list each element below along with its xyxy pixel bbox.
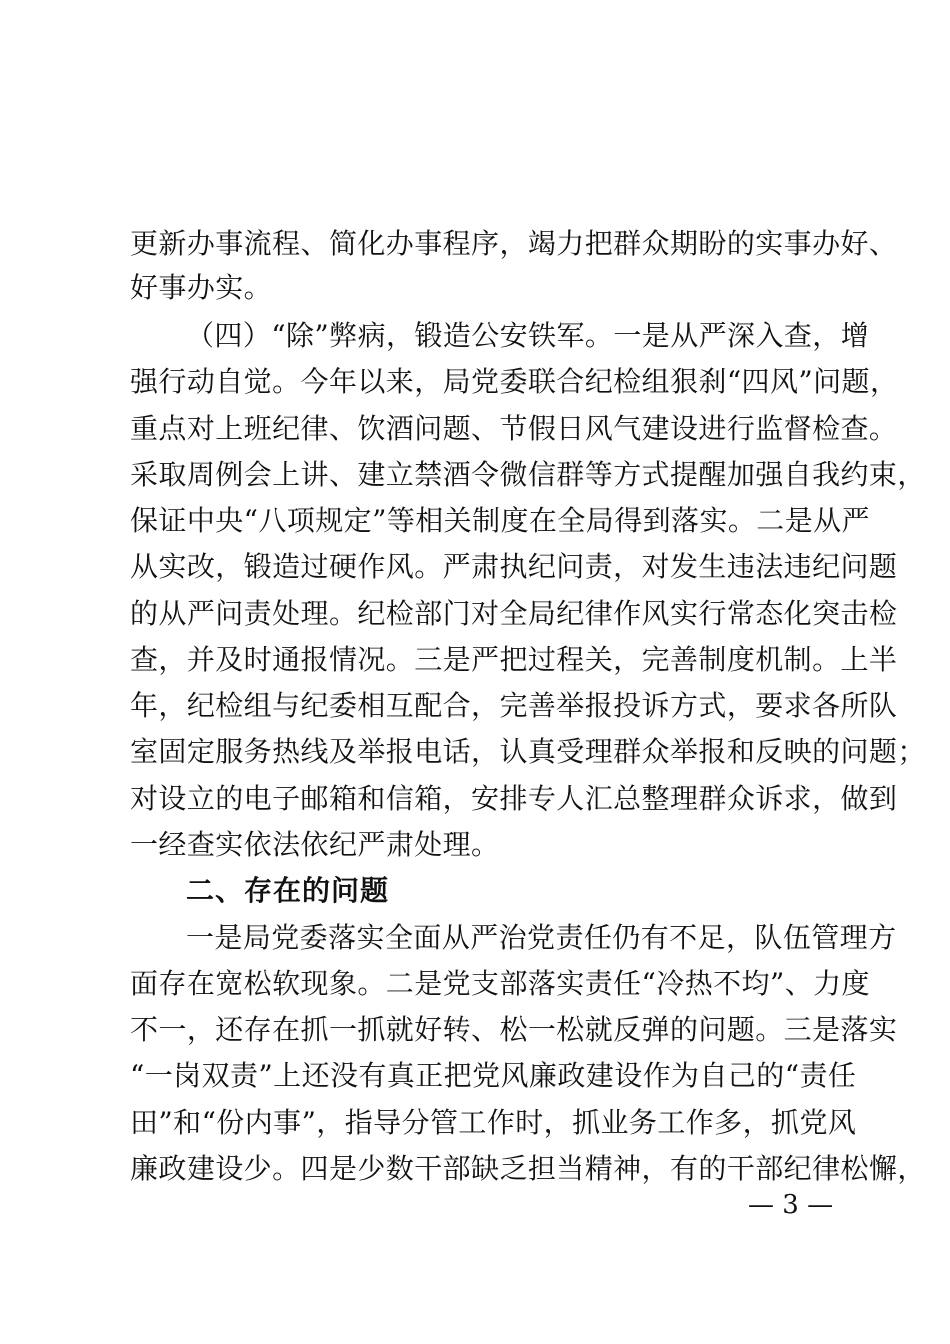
page-number: — 3 —: [748, 1190, 834, 1220]
line-text: 的从严问责处理。纪检部门对全局纪律作风实行常态化突击检: [130, 597, 898, 630]
line-text: 保证中央“八项规定”等相关制度在全局得到落实。二是从严: [130, 504, 870, 537]
line-text: “一岗双责”上还没有真正把党风廉政建设作为自己的“责任: [130, 1059, 857, 1092]
line-text: 年，纪检组与纪委相互配合，完善举报投诉方式，要求各所队: [130, 689, 898, 722]
line-text: （四）“除”弊病，锻造公安铁军。一是从严深入查，增: [186, 319, 870, 352]
line-text: 好事办实。: [130, 271, 273, 304]
line-text: 采取周例会上讲、建立禁酒令微信群等方式提醒加强自我约束，: [130, 458, 926, 491]
line-text: 廉政建设少。四是少数干部缺乏担当精神，有的干部纪律松懈，: [130, 1152, 926, 1185]
line-text: 对设立的电子邮箱和信箱，安排专人汇总整理群众诉求，做到: [130, 782, 898, 815]
line-text: 室固定服务热线及举报电话，认真受理群众举报和反映的问题；: [130, 735, 926, 768]
line-text: 强行动自觉。今年以来，局党委联合纪检组狠刹“四风”问题，: [130, 365, 899, 398]
line-text: 一经查实依法依纪严肃处理。: [130, 828, 500, 861]
line-text: 不一，还存在抓一抓就好转、松一松就反弹的问题。三是落实: [130, 1013, 898, 1046]
line-text: 从实改，锻造过硬作风。严肃执纪问责，对发生违法违纪问题: [130, 550, 898, 583]
line-text: 一是局党委落实全面从严治党责任仍有不足，队伍管理方: [186, 921, 897, 954]
section-heading-text: 二、存在的问题: [186, 874, 390, 907]
line-text: 面存在宽松软现象。二是党支部落实责任“冷热不均”、力度: [130, 967, 870, 1000]
line-text: 田”和“份内事”，指导分管工作时，抓业务工作多，抓党风: [130, 1106, 857, 1139]
line-text: 更新办事流程、简化办事程序，竭力把群众期盼的实事办好、: [130, 227, 898, 260]
line-text: 查，并及时通报情况。三是严把过程关，完善制度机制。上半: [130, 643, 898, 676]
line-text: 重点对上班纪律、饮酒问题、节假日风气建设进行监督检查。: [130, 412, 898, 445]
